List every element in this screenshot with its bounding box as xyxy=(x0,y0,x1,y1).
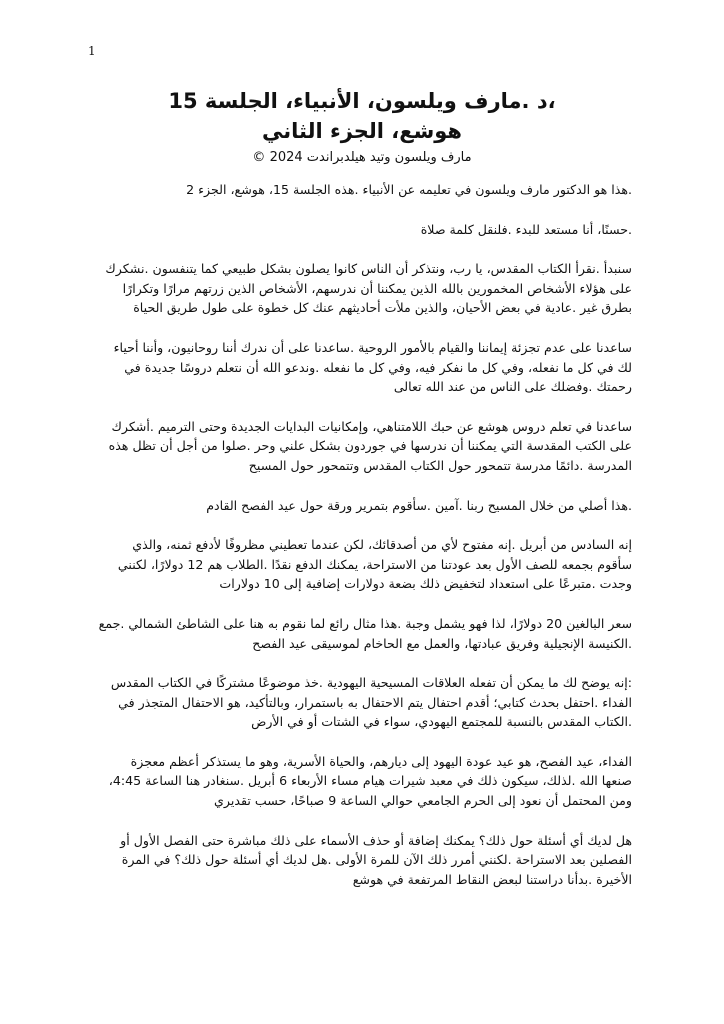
paragraph-questions: هل لديك أي أسئلة حول ذلك؟ يمكنك إضافة أو حذف الأسماء على ذلك مباشرة حتى الفصل الأول أو الفصلين بعد الاستراحة .لكنني أمرر ذلك الآن للمرة الأولى .هل لديك أي أسئلة حول ذلك؟ في المرة الأخيرة .بدأنا دراستنا لبعض النقاط المرتفعة في هوشع xyxy=(120,832,632,887)
document-body xyxy=(98,180,632,909)
paragraph-intro: .هذا هو الدكتور مارف ويلسون في تعليمه عن الأنبياء .هذه الجلسة 15، هوشع، الجزء 2 xyxy=(186,182,632,197)
copyright-line: مارف ويلسون وتيد هيلدبراندت 2024 © xyxy=(252,150,472,165)
document-title-line-1: ،د .مارف ويلسون، الأنبياء، الجلسة 15 xyxy=(168,89,556,113)
paragraph-prayer-2: ساعدنا على عدم تجزئة إيماننا والقيام بالأمور الروحية .ساعدنا على أن ندرك أننا روحانيون، وأننا أحياء لك في كل ما نفعله، وفي كل ما نفكر فيه، وفي كل ما نفعله .وندعو الله أن نتعلم دروسًا جديدة في رحمتك .وفضلك على الناس من عند الله تعالى xyxy=(113,339,632,395)
paragraph-passover-price: سعر البالغين 20 دولارًا، لذا فهو يشمل وجبة .هذا مثال رائع لما نقوم به هنا على الشاطئ الشمالي .جمع .الكنيسة الإنجيلية وفريق عبادتها، والعمل مع الحاخام لموسيقى عيد الفصح xyxy=(98,615,632,651)
paragraph-redemption: :إنه يوضح لك ما يمكن أن تفعله العلاقات المسيحية اليهودية .خذ موضوعًا مشتركًا في الكتاب المقدس الفداء .احتفل بحدث كتابي؛ أقدم احتفال يتم الاحتفال به باستمرار، وبالتأكيد، هو الاحتفال المتجذر في .الكتاب المقدس بالنسبة للمجتمع اليهودي، سواء في الشتات أو في الأرض xyxy=(110,675,632,730)
document-header xyxy=(90,86,634,168)
document-title-line-2: هوشع، الجزء الثاني xyxy=(261,119,462,143)
paragraph-amen: .هذا أصلي من خلال المسيح ربنا .آمين .سأقوم بتمرير ورقة حول عيد الفصح القادم xyxy=(206,497,632,513)
paragraph-passover-date: إنه السادس من أبريل .إنه مفتوح لأي من أصدقائك، لكن عندما تعطيني مظروفًا لأدفع ثمنه، والذي سأقوم بجمعه للصف الأول بعد عودتنا من الاستراحة، يمكنك الدفع نقدًا .الطلاب هم 12 دولارًا، لكنني وجدت .متبرعًا على استعداد لتخفيض ذلك بضعة دولارات إضافية إلى 10 دولارات xyxy=(117,537,632,592)
paragraph-prayer-3: ساعدنا في تعلم دروس هوشع عن حبك اللامتناهي، وإمكانيات البدايات الجديدة وحتى الترميم .أشكرك على الكتب المقدسة التي يمكننا أن ندرسها في جوردون بشكل علني وحر .صلوا من أجل أن تظل هذه المدرسة .دائمًا مدرسة تتمحور حول الكتاب المقدس وتتمحور حول المسيح xyxy=(108,418,632,473)
paragraph-passover-details: الفداء، عيد الفصح، هو عيد عودة اليهود إلى ديارهم، والحياة الأسرية، وهو ما يستذكر أعظم معجزة صنعها الله .لذلك، سيكون ذلك في معبد شيرات هيام مساء الأربعاء 6 أبريل .سنغادر هنا الساعة 4:45، ومن المحتمل أن نعود إلى الحرم الجامعي حوالي الساعة 9 صباحًا، حسب تقديري xyxy=(108,753,632,809)
page-number: 1 xyxy=(88,44,96,58)
paragraph-prayer-start: .حسنًا، أنا مستعد للبدء .فلنقل كلمة صلاة xyxy=(420,221,632,237)
paragraph-prayer-1: سنبدأ .نقرأ الكتاب المقدس، يا رب، ونتذكر أن الناس كانوا يصلون بشكل طبيعي كما يتنفسون .نشكرك على هؤلاء الأشخاص المخمورين بالله الذين يمكننا أن ندرسهم، الأشخاص الذين زرتهم مرارًا وتكرارًا بطرق غير .عادية في بعض الأحيان، والذين ملأت أحاديثهم عنك كل خطوة على طول طريق الحياة xyxy=(105,261,632,316)
